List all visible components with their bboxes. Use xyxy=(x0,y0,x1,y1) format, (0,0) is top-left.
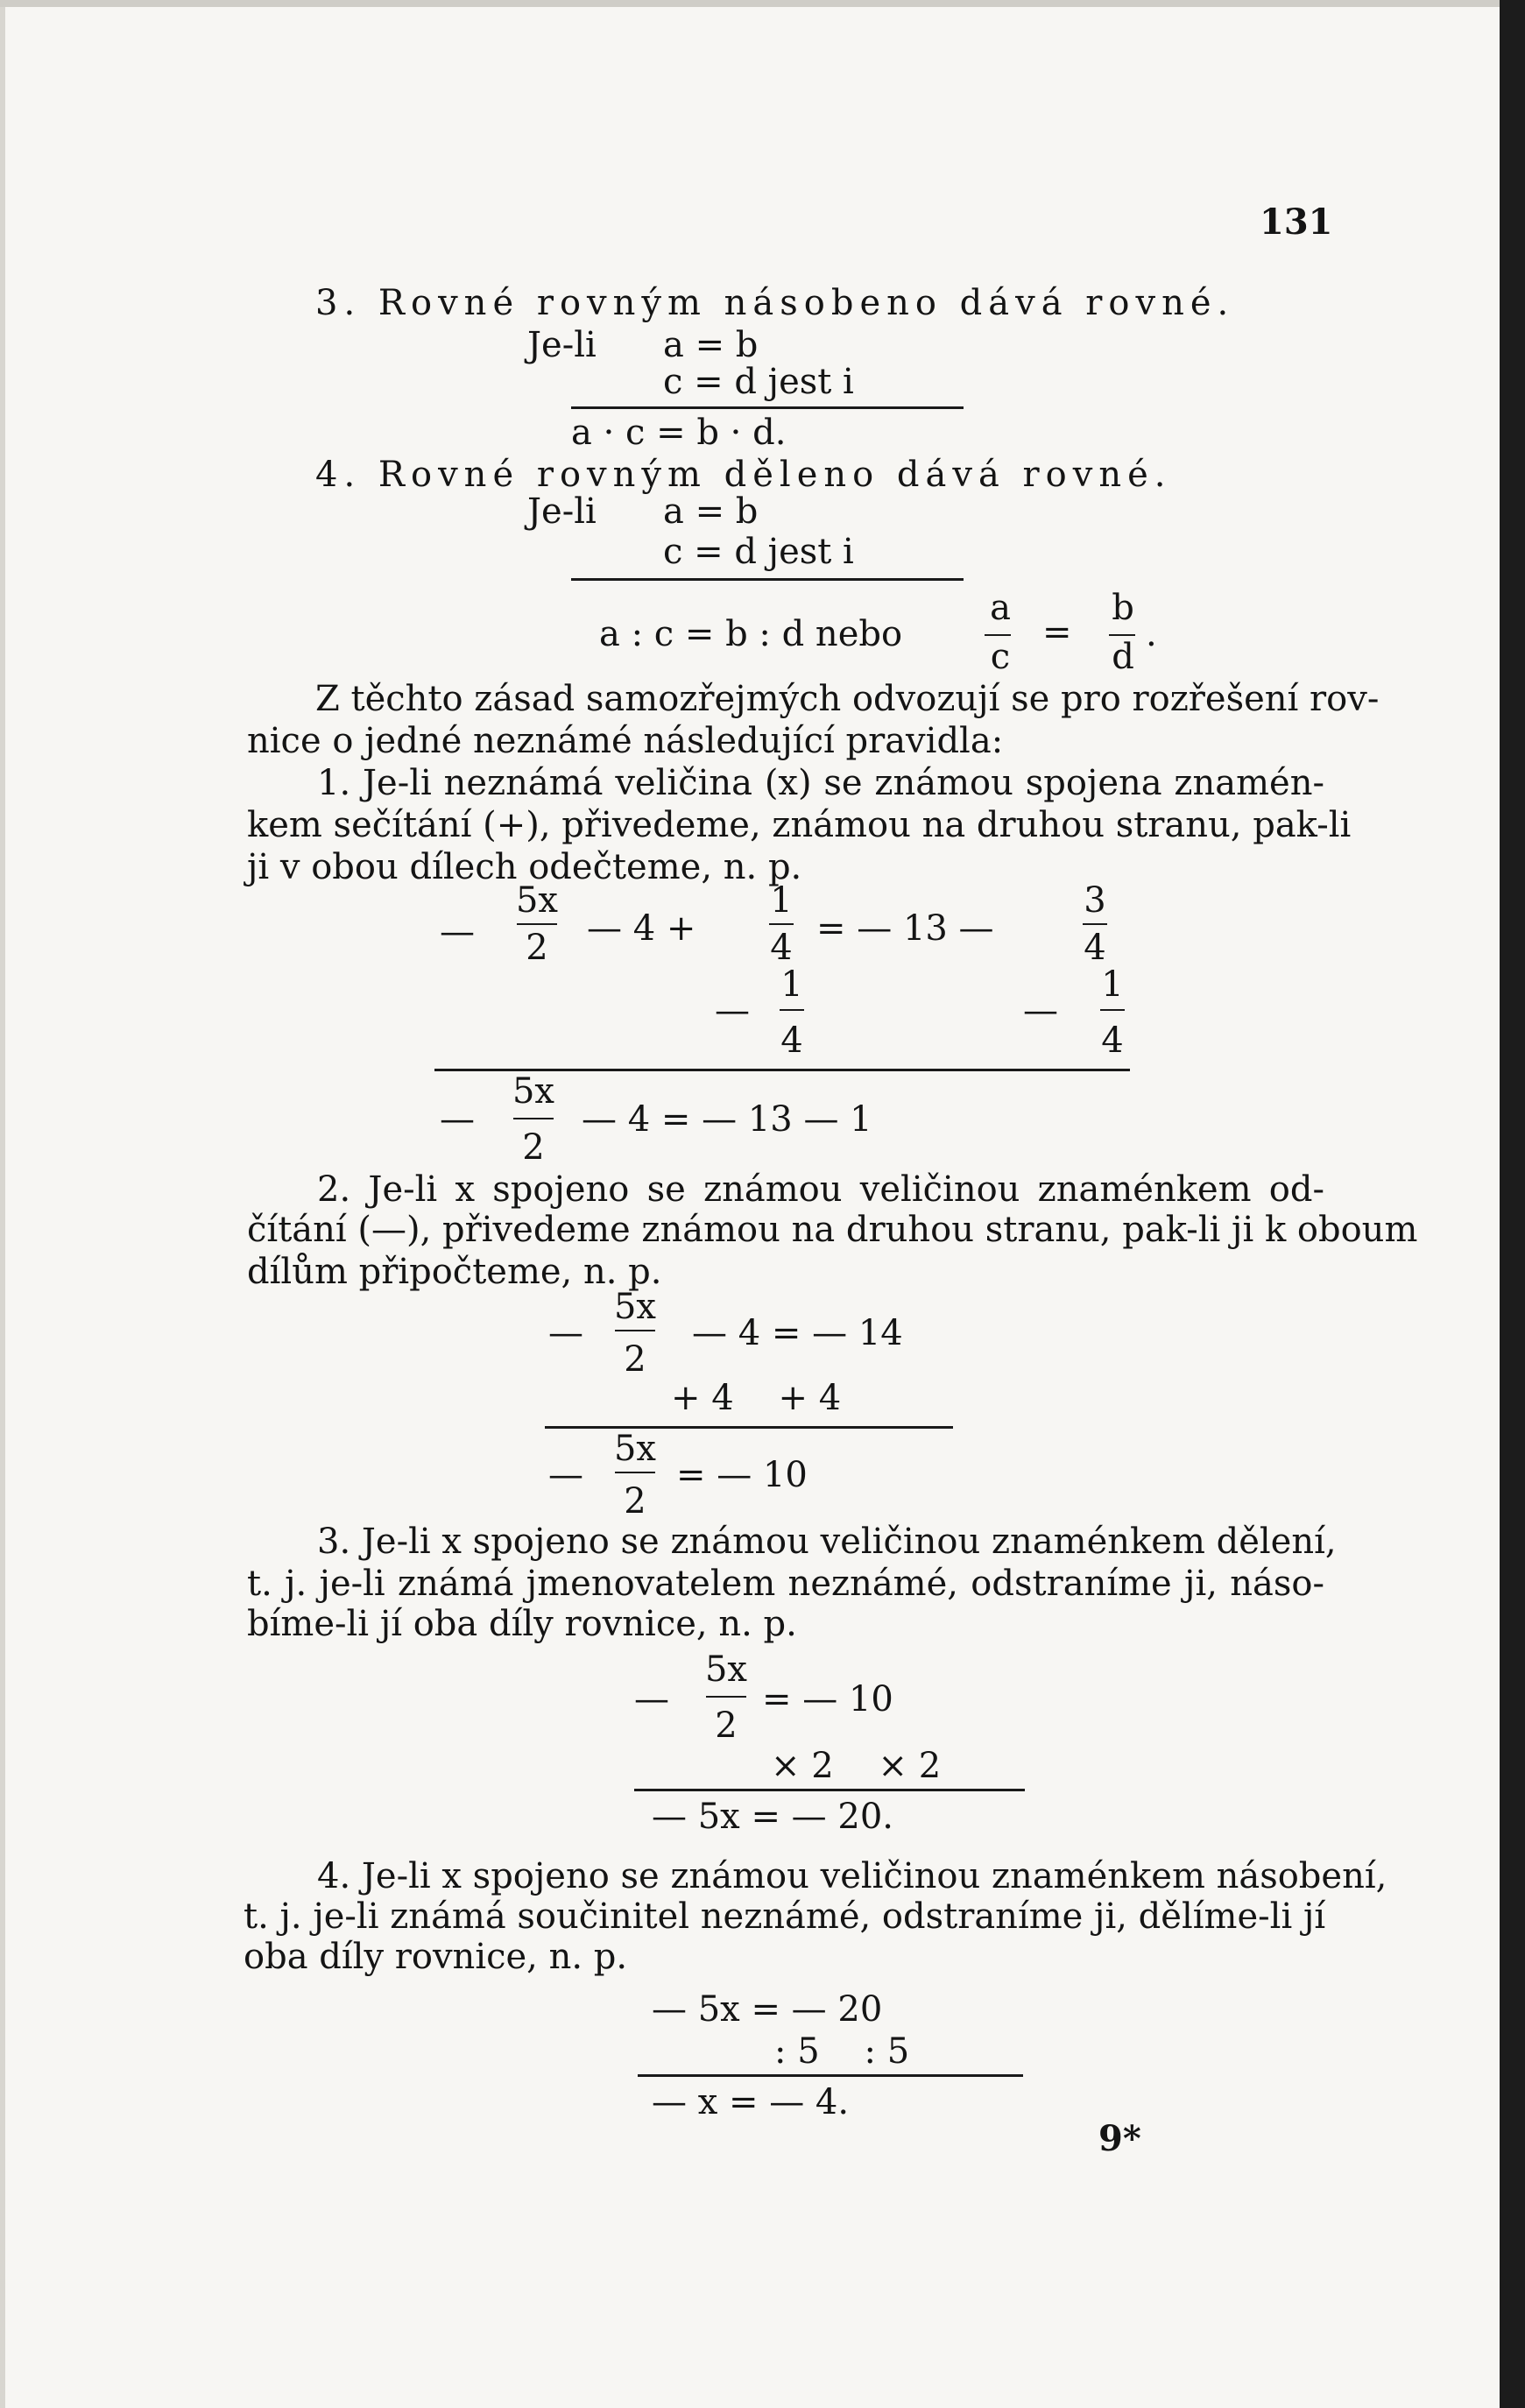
rule4-result-left: a : c = b : d nebo xyxy=(599,614,903,654)
step4-line1: 4. Je-li x spojeno se známou veličinou znaménkem násobení, xyxy=(317,1856,1387,1896)
rule3-heading: 3. Rovné rovným násobeno dává rovné. xyxy=(315,283,1235,323)
step1-eq1-frac2-den: 4 xyxy=(770,928,793,968)
step1-eq1-frac3-bar xyxy=(1083,923,1107,925)
rule4-frac-a-num: a xyxy=(990,588,1011,628)
step1-res-frac-den: 2 xyxy=(522,1127,545,1168)
step3-eq1-frac-bar xyxy=(706,1696,746,1698)
rule4-line2: c = d jest i xyxy=(663,532,854,572)
rule4-line1-eq: a = b xyxy=(663,491,759,532)
rule4-heading: 4. Rovné rovným děleno dává rovné. xyxy=(315,455,1172,495)
step3-eq1-frac-num: 5x xyxy=(704,1649,747,1690)
step1-eq2-fracA-num: 1 xyxy=(780,964,803,1005)
step1-eq1-rhs: = — 13 — xyxy=(816,908,994,949)
rule4-frac-b-num: b xyxy=(1112,588,1134,628)
step1-line2: kem sečítání (+), přivedeme, známou na druhou stranu, pak-li xyxy=(247,805,1352,845)
step2-res-rest: = — 10 xyxy=(676,1455,808,1495)
signature-mark: 9* xyxy=(1098,2118,1141,2159)
rule4-frac-b-den: d xyxy=(1112,637,1134,677)
rule4-line1-prefix: Je-li xyxy=(527,491,597,532)
step1-eq1-frac1-num: 5x xyxy=(515,880,558,921)
step2-res-frac-den: 2 xyxy=(624,1481,646,1522)
step2-eq1-minus: — xyxy=(548,1313,583,1353)
step1-eq2-fracB-num: 1 xyxy=(1101,964,1124,1005)
step4-result: — x = — 4. xyxy=(652,2082,850,2122)
step1-eq2-fracB-bar xyxy=(1100,1009,1125,1011)
page-edge-top xyxy=(0,0,1525,7)
step1-eq2-fracA-den: 4 xyxy=(780,1020,803,1061)
step2-eq1-frac-den: 2 xyxy=(624,1339,646,1380)
step1-eq2-minus-b: — xyxy=(1023,991,1058,1031)
step4-line3: oba díly rovnice, n. p. xyxy=(244,1937,628,1977)
step1-eq1-frac2-bar xyxy=(769,923,794,925)
intro-line2: nice o jedné neznámé následující pravidla: xyxy=(247,721,1004,761)
step1-eq1-frac3-den: 4 xyxy=(1084,928,1106,968)
rule3-line1-eq: a = b xyxy=(663,325,759,365)
rule3-result: a · c = b · d. xyxy=(571,413,787,453)
step1-res-frac-bar xyxy=(513,1118,554,1119)
step3-line2: t. j. je-li známá jmenovatelem neznámé, odstraníme ji, náso- xyxy=(247,1564,1324,1604)
step3-line3: bíme-li jí oba díly rovnice, n. p. xyxy=(247,1604,797,1644)
step3-rule xyxy=(634,1789,1025,1791)
rule4-rule xyxy=(571,578,964,581)
rule3-rule xyxy=(571,406,964,409)
step2-eq1-frac-bar xyxy=(615,1330,655,1331)
step3-eq1-minus: — xyxy=(634,1679,669,1719)
step1-eq1-frac2-num: 1 xyxy=(770,880,793,921)
step1-eq2-minus-a: — xyxy=(715,991,750,1031)
step1-eq1-frac1-den: 2 xyxy=(526,928,548,968)
page-edge-left xyxy=(0,0,5,2408)
step3-line1: 3. Je-li x spojeno se známou veličinou znaménkem dělení, xyxy=(317,1522,1337,1562)
step2-eq1-frac-num: 5x xyxy=(613,1287,656,1327)
step1-eq1-frac3-num: 3 xyxy=(1084,880,1106,921)
step1-res-rest: — 4 = — 13 — 1 xyxy=(582,1099,872,1140)
step1-eq2-fracA-bar xyxy=(780,1009,804,1011)
step1-res-frac-num: 5x xyxy=(512,1071,554,1112)
page-edge-right xyxy=(1500,0,1525,2408)
step1-eq1-minus: — xyxy=(440,912,475,952)
rule4-end: . xyxy=(1146,614,1157,654)
step1-eq1-mid: — 4 + xyxy=(587,908,696,949)
step2-line2: čítání (—), přivedeme známou na druhou stranu, pak-li ji k oboum xyxy=(247,1210,1418,1250)
step1-line3: ji v obou dílech odečteme, n. p. xyxy=(247,847,802,887)
step2-line1: 2. Je-li x spojeno se známou veličinou znaménkem od- xyxy=(317,1169,1324,1210)
intro-line1: Z těchto zásad samozřejmých odvozují se pro rozřešení rov- xyxy=(315,679,1380,719)
step2-res-minus: — xyxy=(548,1455,583,1495)
page-number: 131 xyxy=(1260,201,1333,243)
step1-eq2-fracB-den: 4 xyxy=(1101,1020,1124,1061)
step2-line3: dílům připočteme, n. p. xyxy=(247,1252,662,1292)
rule3-line2: c = d jest i xyxy=(663,362,854,402)
step2-res-frac-bar xyxy=(615,1472,655,1473)
step4-line2: t. j. je-li známá součinitel neznámé, odstraníme ji, dělíme-li jí xyxy=(244,1896,1326,1937)
step2-res-frac-num: 5x xyxy=(613,1429,656,1469)
step3-eq2: × 2 × 2 xyxy=(771,1746,942,1786)
rule4-equals: = xyxy=(1042,612,1072,653)
step3-eq1-rest: = — 10 xyxy=(762,1679,893,1719)
step3-result: — 5x = — 20. xyxy=(652,1797,893,1837)
step1-eq1-frac1-bar xyxy=(517,923,557,925)
step1-line1: 1. Je-li neznámá veličina (x) se známou spojena znamén- xyxy=(317,763,1324,803)
step4-rule xyxy=(638,2074,1023,2077)
step4-eq2: : 5 : 5 xyxy=(774,2031,910,2072)
step2-eq1-rest: — 4 = — 14 xyxy=(692,1313,903,1353)
rule4-frac-a-den: c xyxy=(990,637,1011,677)
step4-eq1: — 5x = — 20 xyxy=(652,1989,883,2030)
step3-eq1-frac-den: 2 xyxy=(715,1705,738,1746)
rule3-line1-prefix: Je-li xyxy=(527,325,597,365)
step2-eq2: + 4 + 4 xyxy=(671,1378,842,1418)
step1-res-minus: — xyxy=(440,1099,475,1140)
